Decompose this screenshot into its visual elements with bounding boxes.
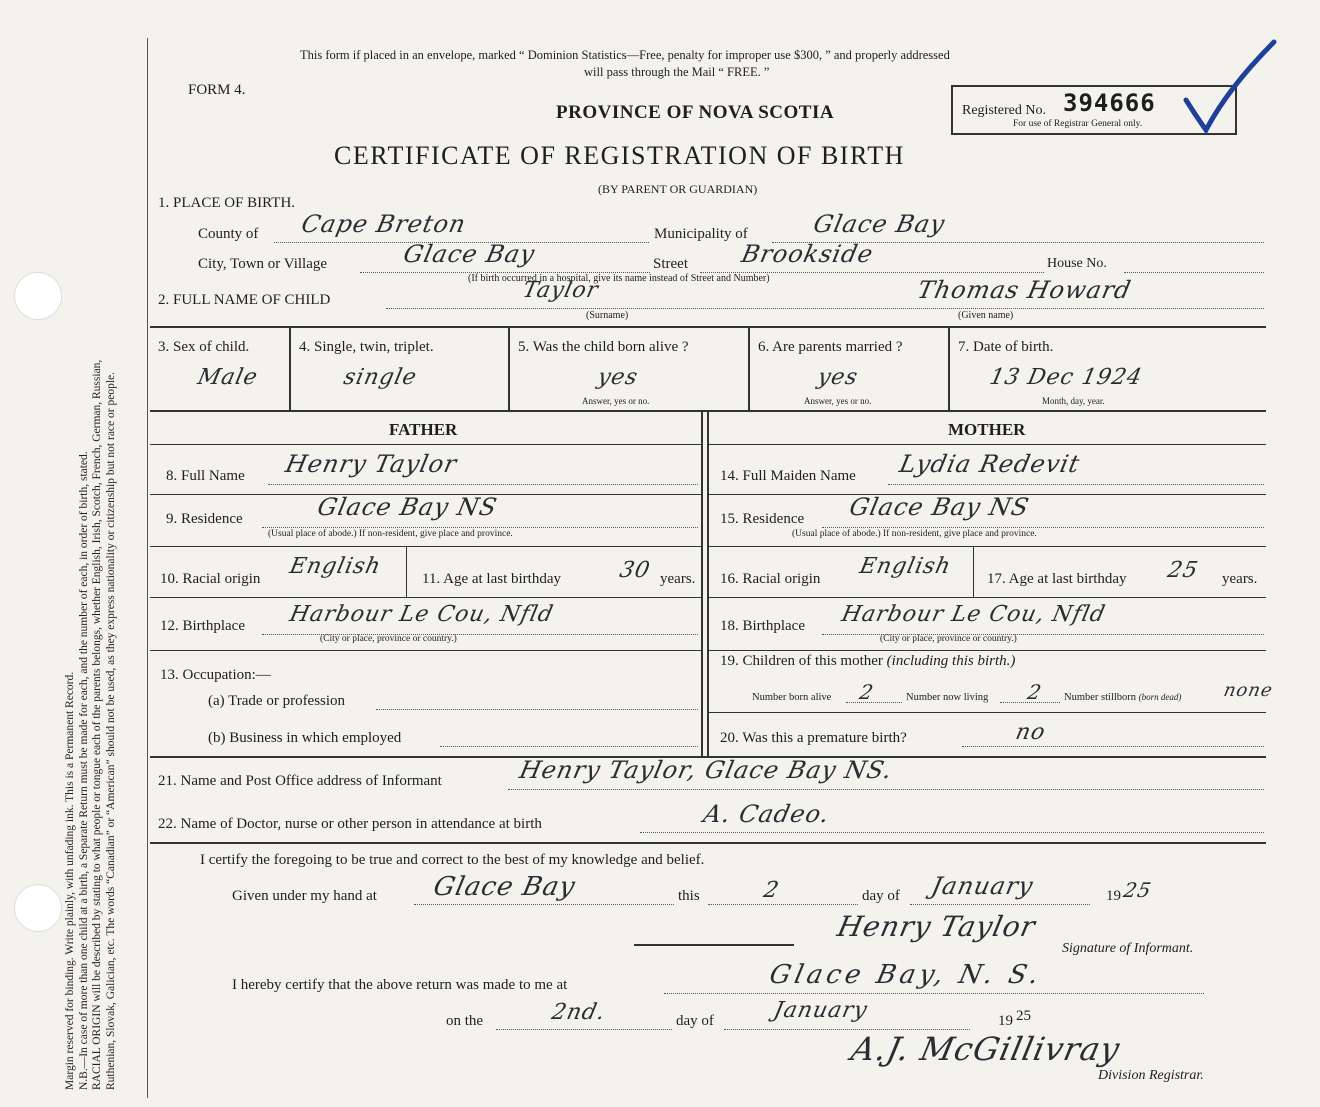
mother-age-label: 17. Age at last birthday	[987, 571, 1127, 587]
mother-birthplace-label: 18. Birthplace	[720, 618, 805, 634]
father-name-value: Henry Taylor	[283, 450, 460, 478]
father-residence-line	[262, 527, 698, 528]
father-race-divider	[406, 547, 407, 597]
return-year-suffix: 25	[1016, 1008, 1031, 1024]
street-label: Street	[653, 256, 688, 272]
return-month-value: January	[771, 998, 871, 1023]
alive-label: 5. Was the child born alive ?	[518, 339, 689, 355]
informant-line	[508, 789, 1264, 790]
premature-value: no	[1013, 720, 1049, 745]
father-race-value: English	[287, 554, 384, 579]
month-line	[910, 904, 1090, 905]
child-surname: Taylor	[520, 278, 601, 303]
form-number: FORM 4.	[188, 82, 246, 98]
day-of-label: day of	[862, 888, 900, 904]
mother-abode-caption: (Usual place of abode.) If non-resident, give place and province.	[792, 529, 1037, 539]
certificate-subtitle: (BY PARENT OR GUARDIAN)	[598, 182, 758, 196]
sex-label: 3. Sex of child.	[158, 339, 250, 355]
father-abode-caption: (Usual place of abode.) If non-resident, give place and province.	[268, 529, 513, 539]
doctor-line	[640, 832, 1264, 833]
certificate-title: CERTIFICATE OF REGISTRATION OF BIRTH	[334, 141, 905, 170]
given-place-value: Glace Bay	[430, 872, 579, 902]
return-day-of-label: day of	[676, 1013, 714, 1029]
day-line	[708, 904, 858, 905]
doctor-label: 22. Name of Doctor, nurse or other person in attendance at birth	[158, 816, 542, 832]
premature-line	[962, 746, 1264, 747]
parents-divider-right	[707, 411, 709, 756]
margin-note-line2: N.B.—In case of more than one child at a birth, a Separate Return must be made for each, and the number of each, in order of birth, stated.	[77, 451, 90, 1090]
stillborn-label-text: Number stillborn	[1064, 692, 1137, 703]
mother-race-value: English	[857, 554, 954, 579]
stillborn-note: (born dead)	[1138, 692, 1182, 702]
given-caption: (Given name)	[958, 310, 1014, 321]
married-caption: Answer, yes or no.	[804, 396, 872, 406]
mother-heading: MOTHER	[948, 420, 1026, 439]
children-note: (including this birth.)	[886, 653, 1016, 669]
municipality-value: Glace Bay	[811, 210, 948, 238]
dob-label: 7. Date of birth.	[958, 339, 1054, 355]
rule-children	[709, 712, 1266, 713]
rule-mother-race	[709, 597, 1266, 598]
signature-caption: Signature of Informant.	[1062, 941, 1194, 956]
born-alive-label: Number born alive	[752, 692, 832, 703]
mother-residence-value: Glace Bay NS	[847, 493, 1032, 521]
registered-number: 394666	[1063, 89, 1156, 117]
father-name-label: 8. Full Name	[166, 468, 245, 484]
divider-multiple	[508, 327, 510, 410]
house-line	[1124, 272, 1264, 273]
rule-father-race	[150, 597, 701, 598]
on-the-label: on the	[446, 1013, 484, 1029]
rule-after-name	[150, 326, 1266, 328]
child-given-name: Thomas Howard	[915, 276, 1134, 304]
born-alive-line	[846, 702, 902, 703]
stillborn-value: none	[1221, 680, 1275, 701]
father-age-value: 30	[617, 558, 653, 583]
city-value: Glace Bay	[401, 240, 538, 268]
mother-residence-label: 15. Residence	[720, 511, 805, 527]
mother-race-divider	[973, 547, 974, 597]
father-birthplace-caption: (City or place, province or country.)	[320, 634, 457, 644]
certify-statement: I certify the foregoing to be true and correct to the best of my knowledge and belief.	[200, 852, 705, 868]
father-heading: FATHER	[389, 420, 458, 439]
divider-sex	[289, 327, 291, 410]
margin-note-line3: RACIAL ORIGIN will be described by stating to what people or tongue each of the parents belongs, whether English, Irish, Scotch, French, German, Russian,	[91, 359, 103, 1090]
child-name-label: 2. FULL NAME OF CHILD	[158, 292, 331, 308]
return-day-line	[496, 1029, 672, 1030]
father-race-label: 10. Racial origin	[160, 571, 261, 587]
margin-note-line1: Margin reserved for binding. Write plainly, with unfading ink. This is a Permanent Record.	[64, 671, 76, 1090]
doctor-value: A. Cadeo.	[701, 800, 833, 828]
alive-value: yes	[595, 365, 641, 390]
signature-rule	[634, 944, 794, 946]
registrar-use-note: For use of Registrar General only.	[1013, 119, 1143, 129]
mother-name-value: Lydia Redevit	[897, 450, 1083, 478]
father-birthplace-value: Harbour Le Cou, Nfld	[287, 602, 556, 627]
mother-age-value: 25	[1165, 558, 1201, 583]
informant-value: Henry Taylor, Glace Bay NS.	[517, 756, 896, 784]
stillborn-label	[1064, 692, 1181, 703]
occupation-label: 13. Occupation:—	[160, 667, 271, 683]
mother-residence-line	[822, 527, 1264, 528]
street-value: Brookside	[739, 240, 877, 268]
day-value: 2	[761, 878, 782, 903]
rule-under-father-heading	[150, 444, 701, 445]
binding-hole-bottom	[14, 884, 62, 932]
rule-mother-residence	[709, 546, 1266, 547]
father-birthplace-label: 12. Birthplace	[160, 618, 245, 634]
rule-mother-birthplace	[709, 650, 1266, 651]
trade-line	[376, 709, 698, 710]
hospital-note: (If birth occurred in a hospital, give its name instead of Street and Number)	[468, 273, 770, 284]
dob-value: 13 Dec 1924	[987, 365, 1145, 390]
return-place-value: Glace Bay, N. S.	[766, 960, 1046, 990]
house-label: House No.	[1047, 256, 1107, 271]
informant-signature: Henry Taylor	[834, 910, 1039, 943]
return-day-value: 2nd.	[549, 1000, 608, 1025]
divider-alive	[748, 327, 750, 410]
margin-note	[64, 30, 118, 1090]
mother-race-label: 16. Racial origin	[720, 571, 821, 587]
checkmark-icon	[1180, 38, 1280, 138]
surname-caption: (Surname)	[586, 310, 629, 321]
this-label: this	[678, 888, 700, 904]
province-heading: PROVINCE OF NOVA SCOTIA	[556, 102, 835, 123]
given-under-label: Given under my hand at	[232, 888, 377, 904]
mother-name-line	[888, 484, 1264, 485]
municipality-label: Municipality of	[654, 226, 748, 242]
city-label: City, Town or Village	[198, 256, 328, 272]
multiple-label: 4. Single, twin, triplet.	[299, 339, 434, 355]
county-value: Cape Breton	[299, 210, 469, 238]
business-label: (b) Business in which employed	[208, 730, 402, 746]
mother-birthplace-value: Harbour Le Cou, Nfld	[839, 602, 1108, 627]
month-value: January	[929, 872, 1037, 900]
year-prefix: 19	[1106, 888, 1121, 904]
sex-value: Male	[195, 365, 261, 390]
children-label-text: 19. Children of this mother	[720, 653, 883, 669]
margin-rule	[147, 38, 148, 1098]
premature-label: 20. Was this a premature birth?	[720, 730, 907, 746]
mother-birthplace-caption: (City or place, province or country.)	[880, 634, 1017, 644]
registered-label: Registered No.	[962, 103, 1046, 118]
return-place-line	[664, 993, 1204, 994]
father-years: years.	[660, 571, 696, 587]
mail-notice-line1: This form if placed in an envelope, marked “ Dominion Statistics—Free, penalty for improper use $300, ” and properly addressed	[300, 48, 950, 62]
father-name-line	[268, 484, 698, 485]
living-value: 2	[1025, 680, 1045, 704]
place-of-birth-label: 1. PLACE OF BIRTH.	[158, 195, 296, 211]
informant-label: 21. Name and Post Office address of Informant	[158, 773, 442, 789]
business-line	[440, 746, 698, 747]
father-residence-value: Glace Bay NS	[315, 493, 500, 521]
rule-father-residence	[150, 546, 701, 547]
married-label: 6. Are parents married ?	[758, 339, 903, 355]
mail-notice-line2: will pass through the Mail “ FREE. ”	[584, 65, 770, 79]
year-suffix: 25	[1121, 878, 1155, 902]
rule-before-certify	[150, 842, 1266, 844]
children-label	[720, 653, 1015, 670]
child-name-line	[386, 308, 1264, 309]
divider-married	[948, 327, 950, 410]
married-value: yes	[815, 365, 861, 390]
return-year-prefix: 19	[998, 1013, 1013, 1029]
dob-caption: Month, day, year.	[1042, 396, 1105, 406]
parents-divider-left	[701, 411, 703, 756]
registrar-signature: A.J. McGillivray	[847, 1030, 1124, 1068]
born-alive-value: 2	[857, 680, 877, 704]
multiple-value: single	[341, 365, 420, 390]
county-label: County of	[198, 226, 259, 242]
father-age-label: 11. Age at last birthday	[422, 571, 561, 587]
trade-label: (a) Trade or profession	[208, 693, 346, 709]
margin-note-line4: Ruthenian, Slovak, Galician, etc. The words “Canadian” or “American” should not be used, as they express nationality or citizenship but not race or people.	[104, 371, 117, 1090]
mother-years: years.	[1222, 571, 1258, 587]
binding-hole-top	[14, 272, 62, 320]
living-label: Number now living	[906, 692, 989, 703]
rule-under-mother-heading	[709, 444, 1266, 445]
father-residence-label: 9. Residence	[166, 511, 243, 527]
return-label: I hereby certify that the above return was made to me at	[232, 977, 568, 993]
rule-father-birthplace	[150, 650, 701, 651]
alive-caption: Answer, yes or no.	[582, 396, 650, 406]
registrar-caption: Division Registrar.	[1098, 1068, 1204, 1083]
mother-name-label: 14. Full Maiden Name	[720, 468, 856, 484]
given-place-line	[414, 904, 674, 905]
